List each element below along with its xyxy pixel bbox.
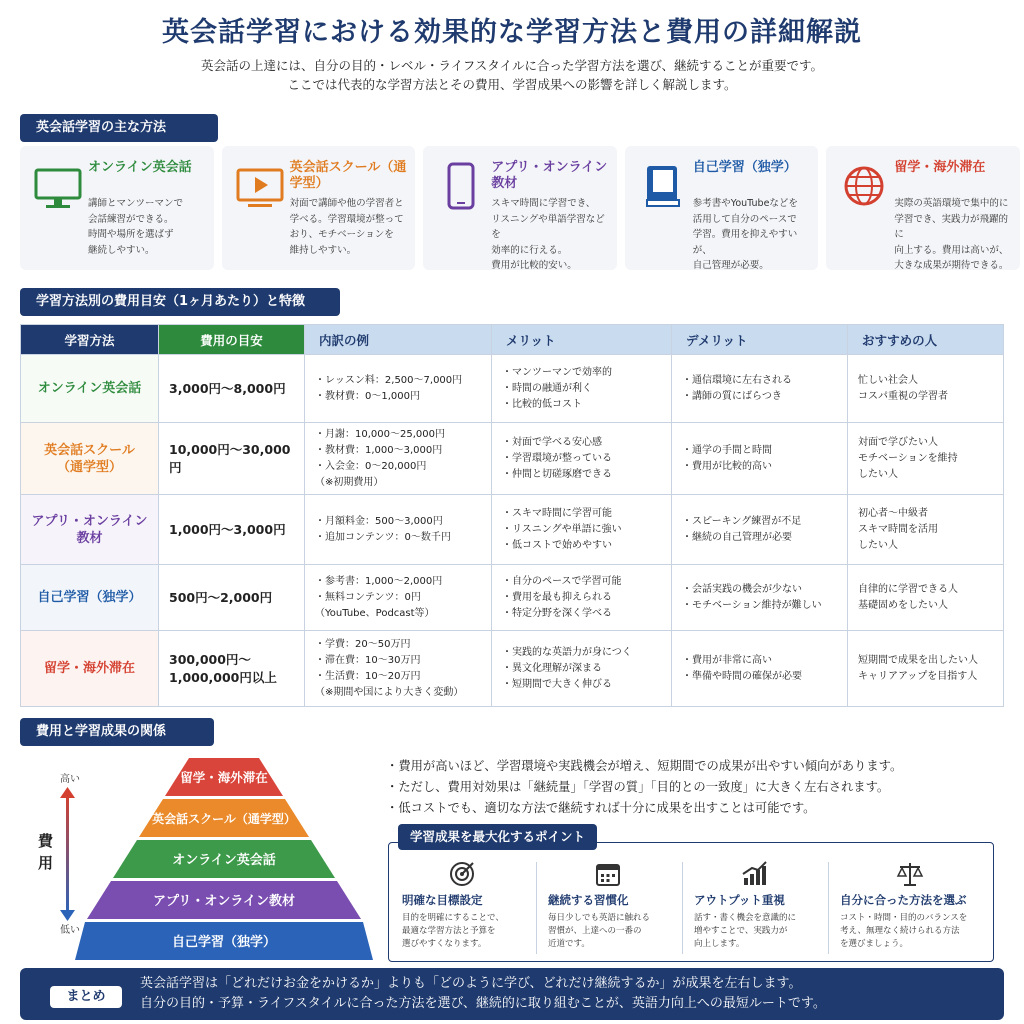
pyramid-label: オンライン英会話	[172, 853, 276, 868]
axis-cost-label: 費用	[38, 832, 54, 872]
pyramid-label: 英会話スクール（通学型）	[152, 812, 296, 826]
row-merit: ・対面で学べる安心感 ・学習環境が整っている ・仲間と切磋琢磨できる	[492, 423, 672, 495]
header-cost: 費用の目安	[159, 325, 305, 355]
summary-tag: まとめ	[50, 986, 122, 1008]
intro-line-1: 英会話の上達には、自分の目的・レベル・ライフスタイルに合った学習方法を選び、継続することが重要です。	[200, 58, 823, 73]
row-breakdown: ・月謝：10,000〜25,000円 ・教材費：1,000〜3,000円 ・入会金：0〜20,000円 （※初期費用）	[305, 423, 492, 495]
row-method-name: 英会話スクール （通学型）	[21, 423, 159, 495]
method-cards	[20, 146, 1020, 270]
point-goal	[392, 860, 532, 951]
growth-chart-icon	[740, 860, 768, 888]
row-demerit: ・スピーキング練習が不足 ・継続の自己管理が必要	[672, 495, 848, 565]
row-method-name: オンライン英会話	[21, 355, 159, 423]
point-desc: 毎日少しでも英語に触れる 習慣が、上達への一番の 近道です。	[548, 913, 651, 949]
header-merit: メリット	[492, 325, 672, 355]
method-card-online	[20, 146, 214, 270]
book-icon	[635, 160, 691, 216]
method-card-school	[222, 146, 416, 270]
row-recommend: 自律的に学習できる人 基礎固めをしたい人	[848, 565, 1004, 631]
pyramid-label: 留学・海外滞在	[180, 770, 268, 785]
point-title: アウトプット重視	[694, 893, 785, 907]
point-fit	[830, 860, 990, 951]
row-demerit: ・通学の手間と時間 ・費用が比較的高い	[672, 423, 848, 495]
method-card-title: 自己学習（独学）	[692, 160, 797, 175]
header-demerit: デメリット	[672, 325, 848, 355]
point-desc: 話す・書く機会を意識的に 増やすことで、実践力が 向上します。	[694, 913, 797, 949]
row-method-name: 自己学習（独学）	[21, 565, 159, 631]
point-title: 自分に合った方法を選ぶ	[840, 893, 967, 907]
axis-low-label: 低い	[60, 925, 80, 936]
cost-table	[20, 324, 1004, 707]
monitor-icon	[30, 160, 86, 216]
page-title: 英会話学習における効果的な学習方法と費用の詳細解説	[162, 17, 862, 48]
point-desc: 目的を明確にすることで、 最適な学習方法と予算を 選びやすくなります。	[402, 913, 504, 949]
header-breakdown: 内訳の例	[305, 325, 492, 355]
method-card-desc: 参考書やYouTubeなどを 活用して自分のペースで 学習。費用を抑えやすいが、 自己管理が必要。	[692, 198, 798, 270]
table-row	[21, 565, 1004, 631]
divider	[536, 862, 537, 954]
intro-line-2: ここでは代表的な学習方法とその費用、学習成果への影響を詳しく解説します。	[287, 77, 737, 92]
axis-high-label: 高い	[60, 774, 80, 785]
method-card-title: 英会話スクール（通学型）	[289, 160, 407, 191]
bullet-item: ・ 低コストでも、適切な方法で継続すれば十分に成果を出すことは可能です。	[386, 798, 1006, 819]
point-title: 継続する習慣化	[548, 893, 629, 907]
point-habit	[538, 860, 678, 951]
table-row	[21, 355, 1004, 423]
row-breakdown: ・学費：20〜50万円 ・滞在費：10〜30万円 ・生活費：10〜20万円 （※期間や国により大きく変動）	[305, 631, 492, 707]
row-recommend: 忙しい社会人 コスパ重視の学習者	[848, 355, 1004, 423]
row-method-name: 留学・海外滞在	[21, 631, 159, 707]
row-recommend: 短期間で成果を出したい人 キャリアアップを目指す人	[848, 631, 1004, 707]
point-output	[684, 860, 824, 951]
table-row	[21, 631, 1004, 707]
method-card-desc: スキマ時間に学習でき、 リスニングや単語学習などを 効率的に行える。 費用が比較的安い。	[491, 198, 605, 270]
row-cost: 300,000円〜 1,000,000円以上	[159, 631, 305, 707]
row-method-name: アプリ・オンライン 教材	[21, 495, 159, 565]
row-cost: 500円〜2,000円	[159, 565, 305, 631]
pyramid-label: 自己学習（独学）	[171, 935, 277, 950]
method-card-app	[423, 146, 617, 270]
method-card-title: アプリ・オンライン教材	[491, 160, 608, 191]
pyramid-label: アプリ・オンライン教材	[152, 894, 296, 909]
points-heading: 学習成果を最大化するポイント	[398, 824, 597, 850]
row-merit: ・実践的な英語力が身につく ・異文化理解が深まる ・短期間で大きく伸びる	[492, 631, 672, 707]
bullet-item: ・ ただし、費用対効果は「継続量」「学習の質」「目的との一致度」に大きく左右されます。	[386, 777, 1006, 798]
row-demerit: ・会話実践の機会が少ない ・モチベーション維持が難しい	[672, 565, 848, 631]
method-card-self	[625, 146, 819, 270]
row-cost: 10,000円〜30,000円	[159, 423, 305, 495]
divider	[828, 862, 829, 954]
intro-text	[0, 56, 1024, 94]
row-breakdown: ・参考書：1,000〜2,000円 ・無料コンテンツ：0円 （YouTube、Podcast等）	[305, 565, 492, 631]
table-row	[21, 495, 1004, 565]
cost-section-heading: 学習方法別の費用目安（1ヶ月あたり）と特徴	[20, 288, 340, 316]
method-card-title: 留学・海外滞在	[894, 160, 986, 175]
row-cost: 3,000円〜8,000円	[159, 355, 305, 423]
relation-section-heading: 費用と学習成果の関係	[20, 718, 214, 746]
row-cost: 1,000円〜3,000円	[159, 495, 305, 565]
summary-line-2: 自分の目的・予算・ライフスタイルに合った方法を選び、継続的に取り組むことが、英語力向上への最短ルートです。	[140, 996, 826, 1011]
target-icon	[448, 860, 476, 888]
table-header-row	[21, 325, 1004, 355]
summary-line-1: 英会話学習は「どれだけお金をかけるか」よりも「どのように学び、どれだけ継続するか」が成果を左右します。	[140, 976, 802, 991]
row-demerit: ・費用が非常に高い ・準備や時間の確保が必要	[672, 631, 848, 707]
smartphone-icon	[433, 160, 489, 216]
method-card-title: オンライン英会話	[88, 160, 192, 175]
cost-pyramid	[74, 756, 374, 964]
row-recommend: 対面で学びたい人 モチベーションを維持 したい人	[848, 423, 1004, 495]
row-merit: ・スキマ時間に学習可能 ・リスニングや単語に強い ・低コストで始めやすい	[492, 495, 672, 565]
point-desc: コスト・時間・目的のバランスを 考え、無理なく続けられる方法 を選びましょう。	[840, 913, 968, 949]
bullet-item: ・ 費用が高いほど、学習環境や実践機会が増え、短期間での成果が出やすい傾向があります。	[386, 756, 1006, 777]
row-breakdown: ・レッスン料：2,500〜7,000円 ・教材費：0〜1,000円	[305, 355, 492, 423]
method-card-desc: 実際の英語環境で集中的に 学習でき、実践力が飛躍的に 向上する。費用は高いが、 大きな成果が期待できる。	[894, 198, 1009, 270]
method-card-desc: 講師とマンツーマンで 会話練習ができる。 時間や場所を選ばず 継続しやすい。	[88, 198, 184, 256]
relation-bullets	[386, 756, 1006, 819]
method-card-abroad	[826, 146, 1020, 270]
row-breakdown: ・月額料金：500〜3,000円 ・追加コンテンツ：0〜数千円	[305, 495, 492, 565]
row-merit: ・自分のペースで学習可能 ・費用を最も抑えられる ・特定分野を深く学べる	[492, 565, 672, 631]
header-recommend: おすすめの人	[848, 325, 1004, 355]
calendar-icon	[594, 860, 622, 888]
divider	[682, 862, 683, 954]
row-recommend: 初心者〜中級者 スキマ時間を活用 したい人	[848, 495, 1004, 565]
methods-section-heading: 英会話学習の主な方法	[20, 114, 218, 142]
balance-scale-icon	[896, 860, 924, 888]
globe-icon	[836, 160, 892, 216]
table-row	[21, 423, 1004, 495]
row-demerit: ・通信環境に左右される ・講師の質にばらつき	[672, 355, 848, 423]
method-card-desc: 対面で講師や他の学習者と 学べる。学習環境が整って おり、モチベーションを 維持しやすい。	[289, 198, 404, 256]
point-title: 明確な目標設定	[402, 893, 483, 907]
summary-text	[140, 974, 1000, 1014]
row-merit: ・マンツーマンで効率的 ・時間の融通が利く ・比較的低コスト	[492, 355, 672, 423]
video-play-icon	[232, 160, 288, 216]
header-method: 学習方法	[21, 325, 159, 355]
